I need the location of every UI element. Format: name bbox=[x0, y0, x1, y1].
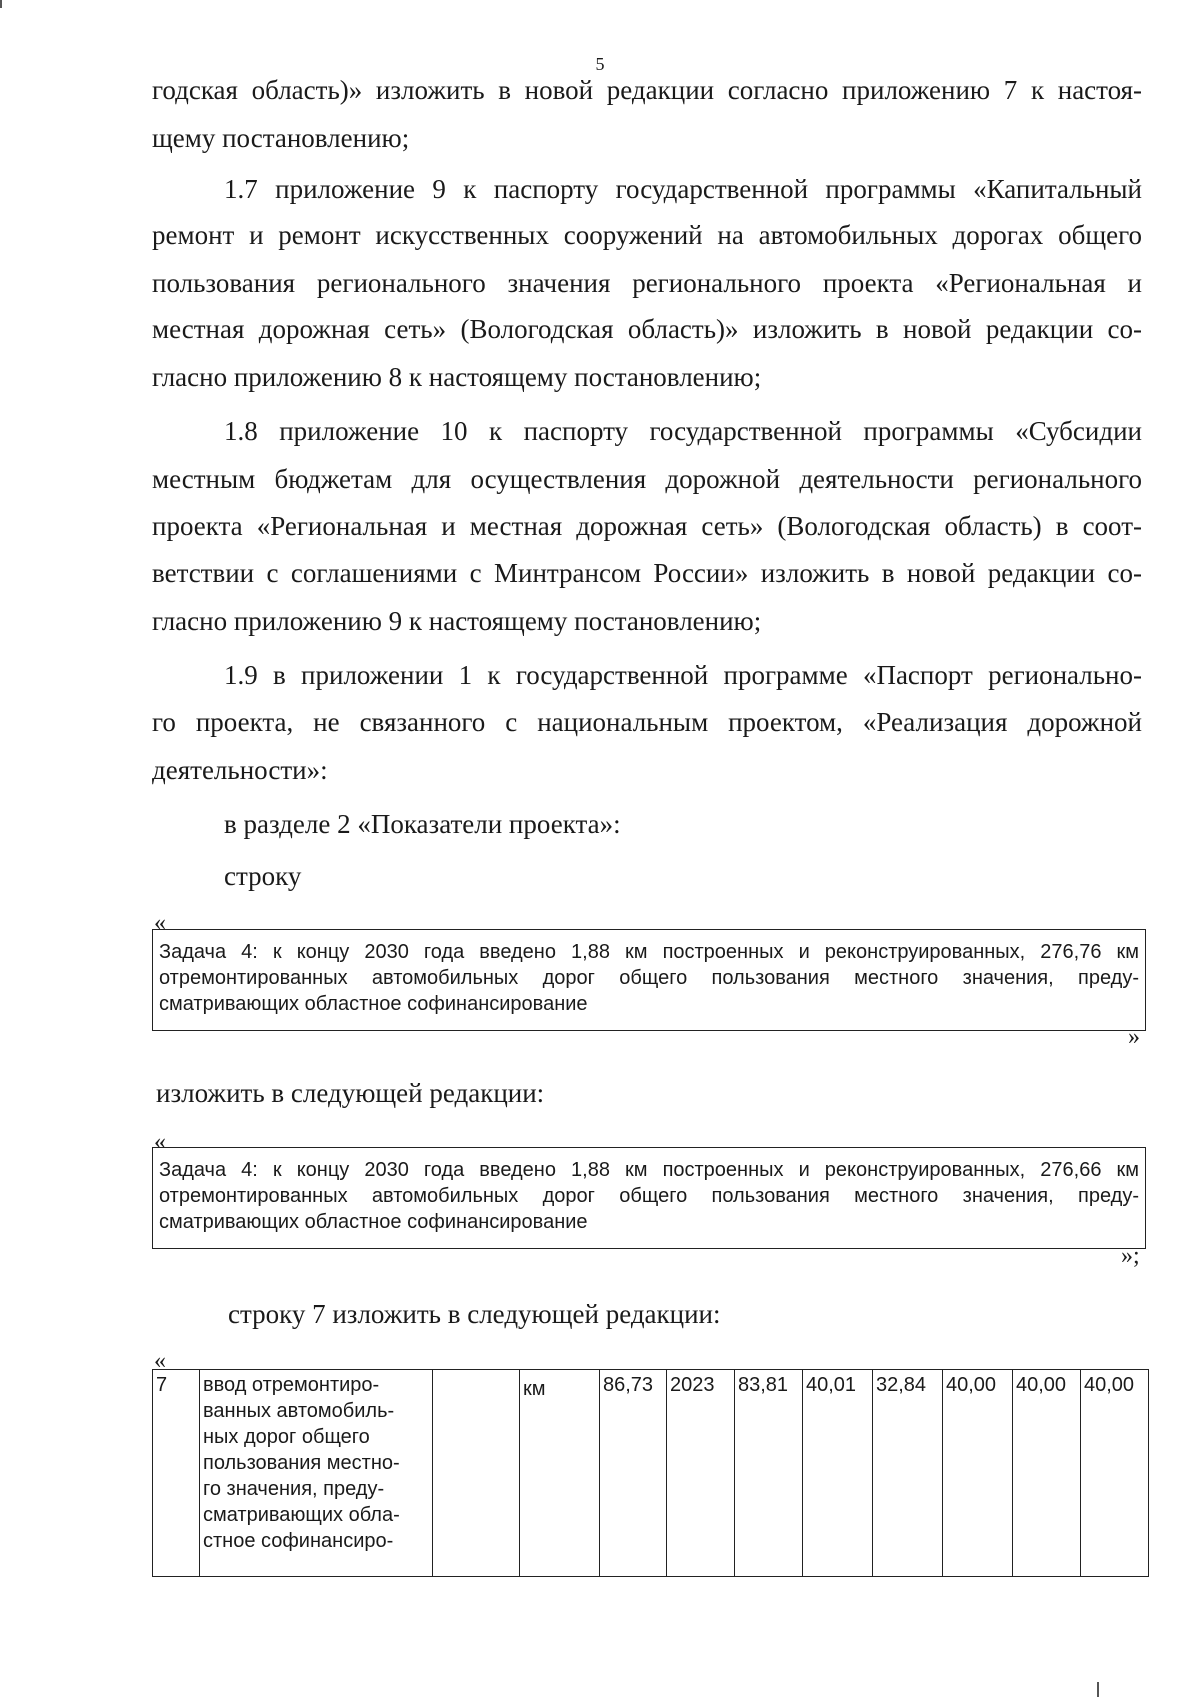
indicator-name-line: го значения, преду- bbox=[203, 1478, 385, 1500]
indicator-name-line: сматривающих обла- bbox=[203, 1504, 400, 1526]
value-cell: 40,00 bbox=[1081, 1370, 1149, 1577]
indicator-name-line: ных дорог общего bbox=[203, 1426, 370, 1448]
scan-mark bbox=[1097, 1682, 1099, 1697]
text-line: местная дорожная сеть» (Вологодская область)» изложить в новой редакции со- bbox=[152, 314, 1142, 344]
closing-quote: »; bbox=[1121, 1243, 1140, 1269]
text-line: го проекта, не связанного с национальным проектом, «Реализация дорожной bbox=[152, 707, 1142, 737]
text-line: строку bbox=[224, 861, 302, 891]
new-task-box bbox=[152, 1147, 1146, 1249]
value-cell: 32,84 bbox=[873, 1370, 943, 1577]
indicator-name-line: ванных автомобиль- bbox=[203, 1400, 395, 1422]
value-cell: 40,00 bbox=[1013, 1370, 1081, 1577]
text-line: гласно приложению 8 к настоящему постановлению; bbox=[152, 362, 762, 392]
new-task-line: отремонтированных автомобильных дорог общего пользования местного значения, преду- bbox=[159, 1185, 1139, 1207]
text-line: 1.9 в приложении 1 к государственной программе «Паспорт регионально- bbox=[224, 660, 1142, 690]
indicator-name-line: пользования местно- bbox=[203, 1452, 400, 1474]
old-task-line: отремонтированных автомобильных дорог общего пользования местного значения, преду- bbox=[159, 967, 1139, 989]
text-line: пользования регионального значения регионального проекта «Региональная и bbox=[152, 268, 1142, 298]
closing-quote: » bbox=[1128, 1024, 1140, 1050]
text-line: 1.8 приложение 10 к паспорту государственной программы «Субсидии bbox=[224, 416, 1142, 446]
opening-quote: « bbox=[154, 1129, 166, 1155]
base-value-cell: 86,73 bbox=[600, 1370, 667, 1577]
value-cell: 40,01 bbox=[803, 1370, 873, 1577]
row-number-cell: 7 bbox=[153, 1370, 200, 1577]
text-line: гласно приложению 9 к настоящему постановлению; bbox=[152, 606, 762, 636]
indicator-table bbox=[152, 1369, 1149, 1577]
opening-quote: « bbox=[154, 1348, 166, 1374]
old-task-line: Задача 4: к концу 2030 года введено 1,88 км построенных и реконструированных, 276,76 км bbox=[159, 941, 1139, 963]
empty-cell bbox=[433, 1370, 520, 1577]
replace-instruction: изложить в следующей редакции: bbox=[156, 1078, 545, 1108]
opening-quote: « bbox=[154, 910, 166, 936]
old-task-line: сматривающих областное софинансирование bbox=[159, 993, 588, 1015]
new-task-line: сматривающих областное софинансирование bbox=[159, 1211, 588, 1233]
indicator-name-cell bbox=[200, 1370, 433, 1577]
old-task-box bbox=[152, 929, 1146, 1031]
new-task-line: Задача 4: к концу 2030 года введено 1,88 км построенных и реконструированных, 276,66 км bbox=[159, 1159, 1139, 1181]
unit-cell: км bbox=[520, 1370, 600, 1577]
scan-mark bbox=[0, 0, 2, 8]
indicator-name-line: стное софинансиро- bbox=[203, 1530, 394, 1552]
table-row bbox=[153, 1370, 1149, 1577]
text-line: щему постановлению; bbox=[152, 123, 410, 153]
text-line: в разделе 2 «Показатели проекта»: bbox=[224, 809, 621, 839]
base-year-cell: 2023 bbox=[667, 1370, 735, 1577]
text-line: деятельности»: bbox=[152, 755, 328, 785]
page-number: 5 bbox=[595, 54, 605, 74]
replace-instruction: строку 7 изложить в следующей редакции: bbox=[228, 1299, 721, 1329]
value-cell: 40,00 bbox=[943, 1370, 1013, 1577]
text-line: годская область)» изложить в новой редакции согласно приложению 7 к настоя- bbox=[152, 75, 1142, 105]
text-line: 1.7 приложение 9 к паспорту государственной программы «Капитальный bbox=[224, 174, 1142, 204]
text-line: местным бюджетам для осуществления дорожной деятельности регионального bbox=[152, 464, 1142, 494]
text-line: проекта «Региональная и местная дорожная сеть» (Вологодская область) в соот- bbox=[152, 511, 1142, 541]
text-line: ремонт и ремонт искусственных сооружений на автомобильных дорогах общего bbox=[152, 220, 1142, 250]
text-line: ветствии с соглашениями с Минтрансом России» изложить в новой редакции со- bbox=[152, 558, 1142, 588]
value-cell: 83,81 bbox=[735, 1370, 803, 1577]
indicator-name-line: ввод отремонтиро- bbox=[203, 1374, 380, 1396]
